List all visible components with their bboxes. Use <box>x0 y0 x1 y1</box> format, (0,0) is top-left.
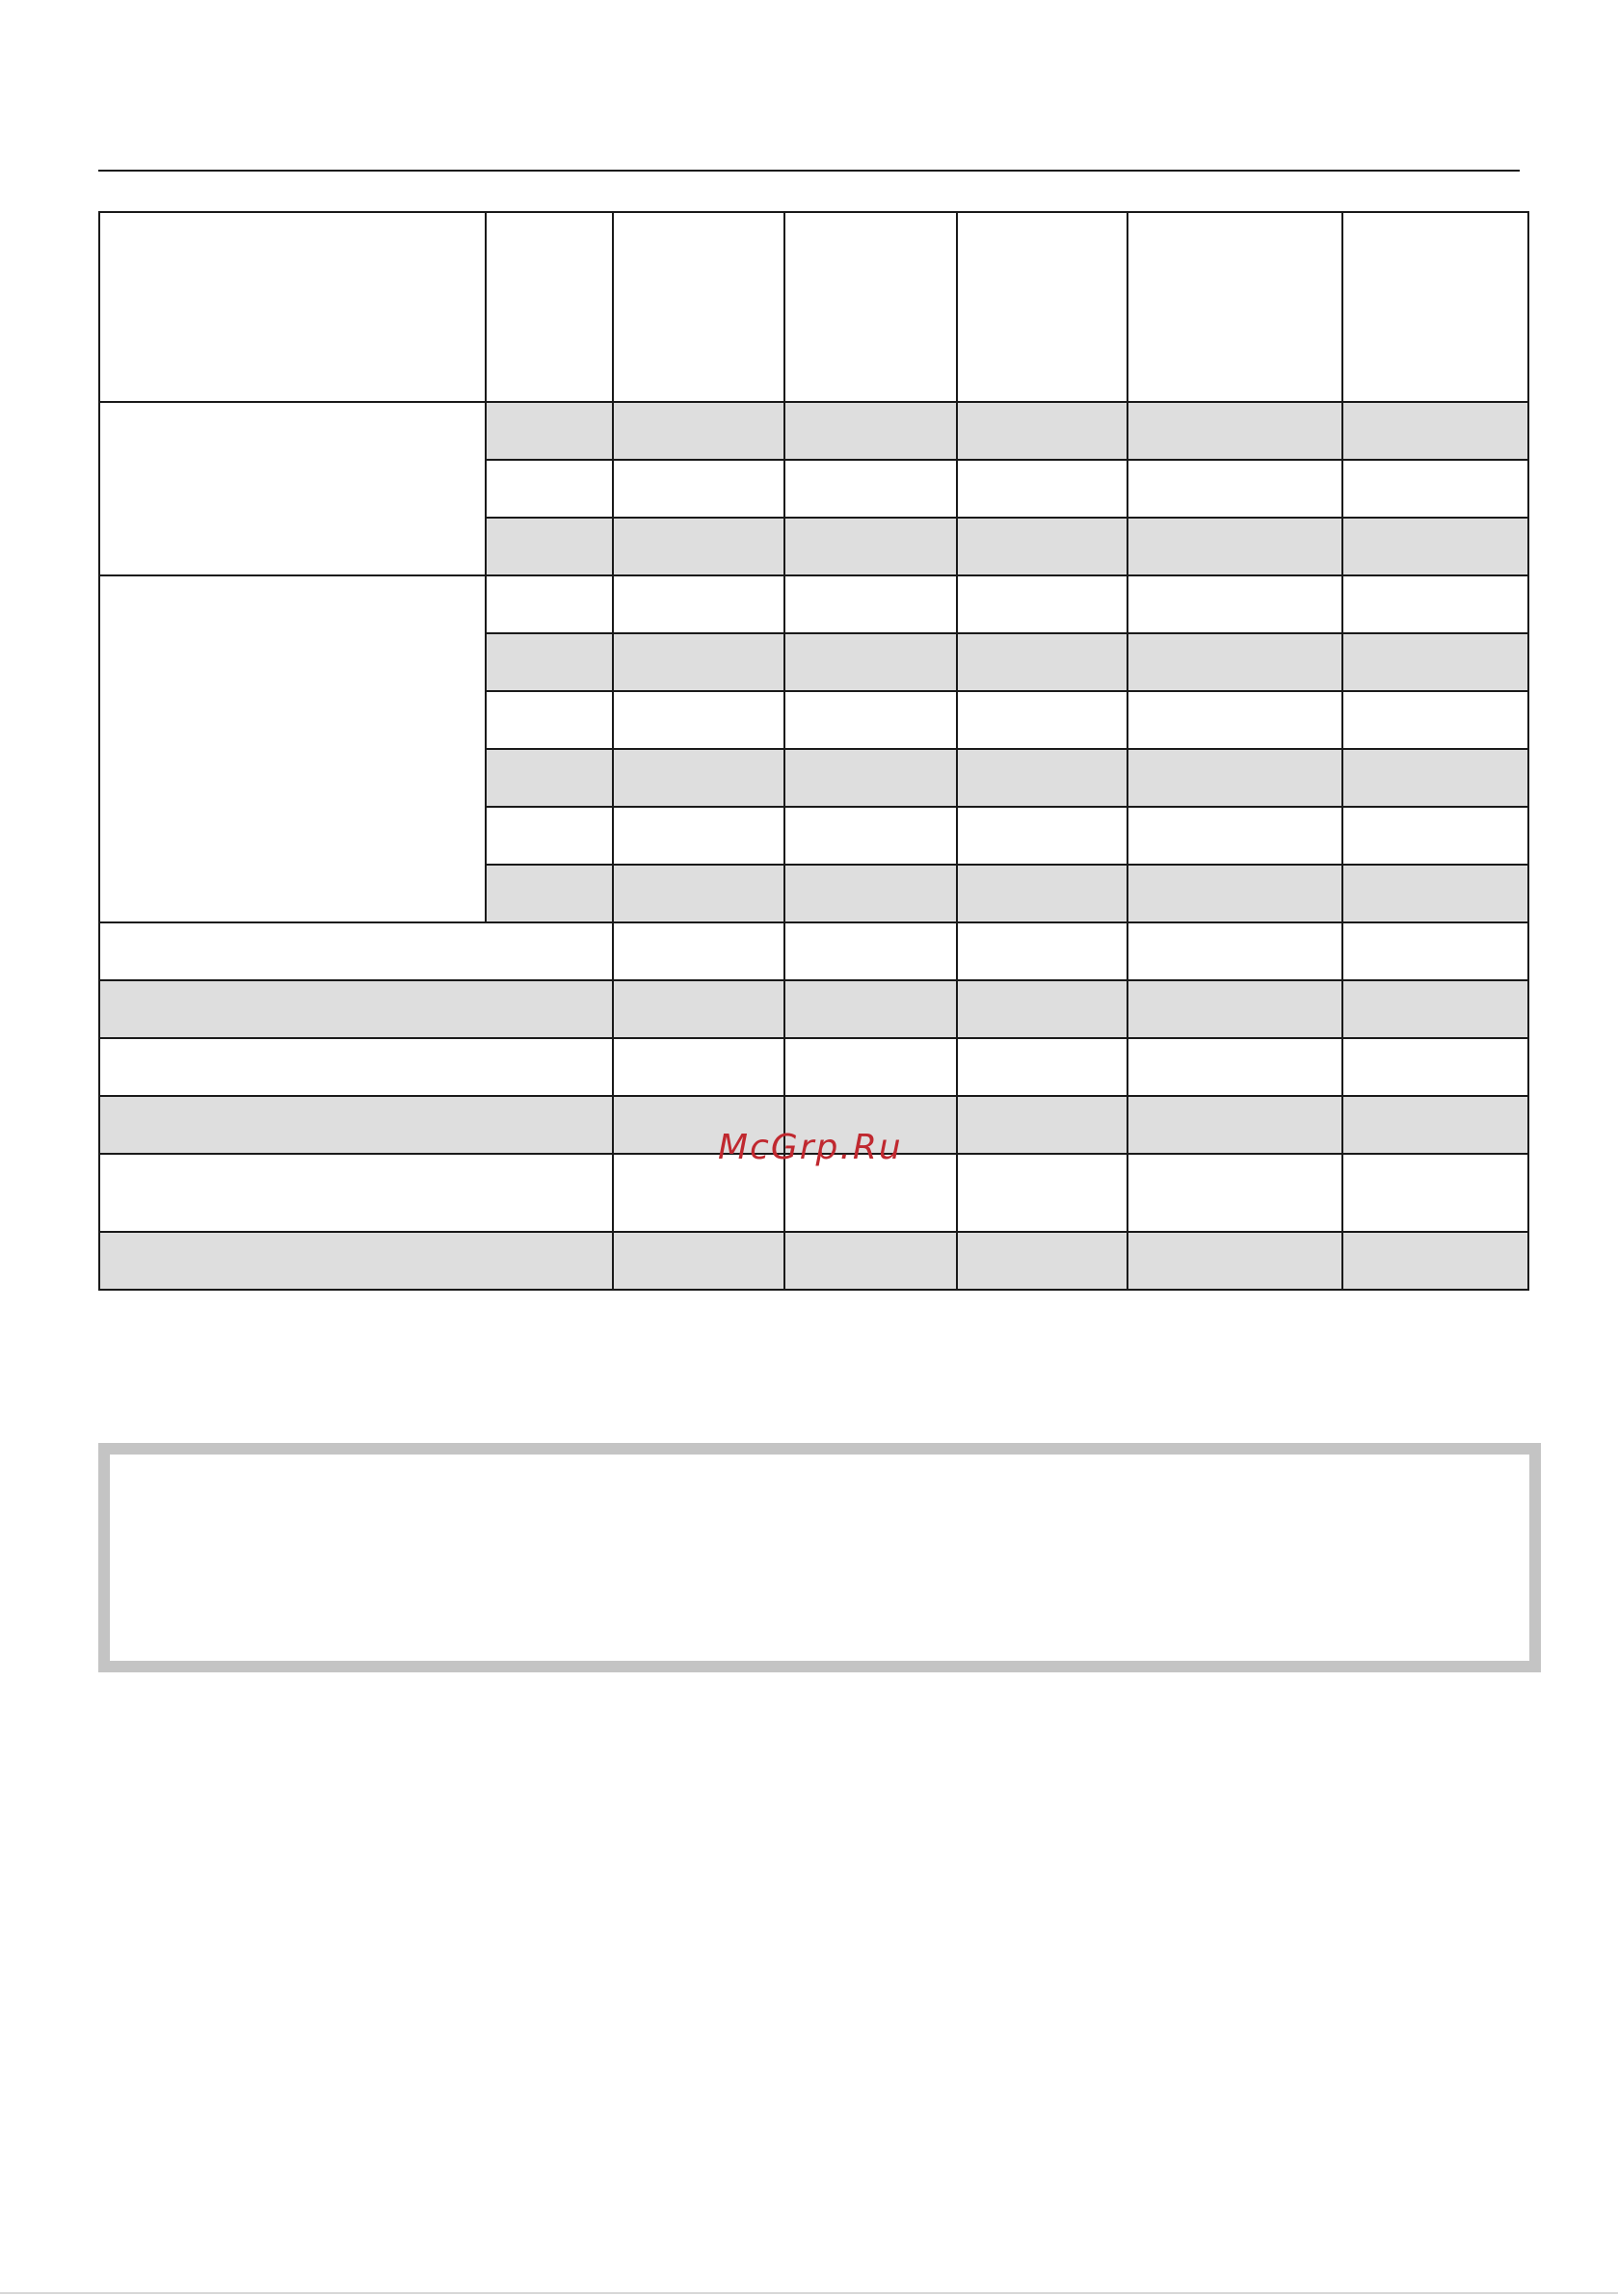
footer-rule <box>0 2292 1618 2294</box>
value-cell <box>613 633 784 691</box>
sub-label-cell <box>486 402 613 460</box>
value-cell <box>613 575 784 633</box>
value-cell <box>1342 518 1528 575</box>
value-cell <box>784 807 956 865</box>
sub-label-cell <box>486 460 613 518</box>
header-cell <box>99 212 486 402</box>
value-cell <box>1342 575 1528 633</box>
value-cell <box>613 1232 784 1290</box>
value-cell <box>1342 980 1528 1038</box>
row-label <box>99 1096 613 1154</box>
value-cell <box>1342 807 1528 865</box>
value-cell <box>1342 1038 1528 1096</box>
value-cell <box>1127 1232 1341 1290</box>
sub-label-cell <box>486 807 613 865</box>
value-cell <box>784 633 956 691</box>
value-cell <box>957 575 1127 633</box>
value-cell <box>613 865 784 922</box>
value-cell <box>784 865 956 922</box>
row-label <box>99 1154 613 1232</box>
sub-label-cell <box>486 865 613 922</box>
header-cell <box>784 212 956 402</box>
row-label <box>99 1038 613 1096</box>
value-cell <box>1342 922 1528 980</box>
notice-box <box>98 1443 1541 1672</box>
value-cell <box>613 1038 784 1096</box>
value-cell <box>957 402 1127 460</box>
value-cell <box>613 691 784 749</box>
value-cell <box>1127 575 1341 633</box>
value-cell <box>613 460 784 518</box>
table-row <box>99 402 1528 460</box>
row-label <box>99 922 613 980</box>
value-cell <box>1342 460 1528 518</box>
row-group-label <box>99 402 486 575</box>
value-cell <box>957 807 1127 865</box>
value-cell <box>1127 749 1341 807</box>
value-cell <box>784 691 956 749</box>
value-cell <box>1127 402 1341 460</box>
value-cell <box>957 633 1127 691</box>
header-cell <box>1342 212 1528 402</box>
table-row <box>99 922 1528 980</box>
header-rule <box>98 170 1520 172</box>
value-cell <box>1127 1038 1341 1096</box>
header-cell <box>613 212 784 402</box>
value-cell <box>957 1154 1127 1232</box>
table-row <box>99 980 1528 1038</box>
value-cell <box>1342 1232 1528 1290</box>
value-cell <box>1127 460 1341 518</box>
value-cell <box>957 1232 1127 1290</box>
value-cell <box>784 575 956 633</box>
value-cell <box>957 922 1127 980</box>
value-cell <box>613 402 784 460</box>
value-cell <box>784 1232 956 1290</box>
value-cell <box>784 749 956 807</box>
value-cell <box>784 402 956 460</box>
row-label <box>99 980 613 1038</box>
row-label <box>99 1232 613 1290</box>
watermark-text: McGrp.Ru <box>718 1128 903 1167</box>
value-cell <box>1342 865 1528 922</box>
value-cell <box>784 518 956 575</box>
value-cell <box>1127 922 1341 980</box>
value-cell <box>957 691 1127 749</box>
sub-label-cell <box>486 633 613 691</box>
value-cell <box>613 807 784 865</box>
value-cell <box>1342 402 1528 460</box>
value-cell <box>784 460 956 518</box>
table-row <box>99 575 1528 633</box>
value-cell <box>1342 633 1528 691</box>
value-cell <box>957 865 1127 922</box>
row-group-label <box>99 575 486 922</box>
value-cell <box>1342 749 1528 807</box>
value-cell <box>1127 1154 1341 1232</box>
header-cell <box>1127 212 1341 402</box>
value-cell <box>1342 1096 1528 1154</box>
table-row <box>99 1232 1528 1290</box>
sub-label-cell <box>486 518 613 575</box>
header-cell <box>486 212 613 402</box>
value-cell <box>1127 980 1341 1038</box>
value-cell <box>957 1096 1127 1154</box>
value-cell <box>957 980 1127 1038</box>
value-cell <box>957 749 1127 807</box>
value-cell <box>957 460 1127 518</box>
sub-label-cell <box>486 575 613 633</box>
value-cell <box>1342 691 1528 749</box>
value-cell <box>784 1038 956 1096</box>
value-cell <box>613 980 784 1038</box>
value-cell <box>1127 633 1341 691</box>
value-cell <box>613 922 784 980</box>
sub-label-cell <box>486 749 613 807</box>
value-cell <box>1127 1096 1341 1154</box>
value-cell <box>1342 1154 1528 1232</box>
value-cell <box>1127 691 1341 749</box>
value-cell <box>1127 518 1341 575</box>
table-row <box>99 1038 1528 1096</box>
value-cell <box>613 518 784 575</box>
value-cell <box>613 749 784 807</box>
value-cell <box>1127 865 1341 922</box>
header-cell <box>957 212 1127 402</box>
sub-label-cell <box>486 691 613 749</box>
value-cell <box>784 922 956 980</box>
value-cell <box>957 1038 1127 1096</box>
value-cell <box>1127 807 1341 865</box>
value-cell <box>957 518 1127 575</box>
value-cell <box>784 980 956 1038</box>
table-header-row <box>99 212 1528 402</box>
